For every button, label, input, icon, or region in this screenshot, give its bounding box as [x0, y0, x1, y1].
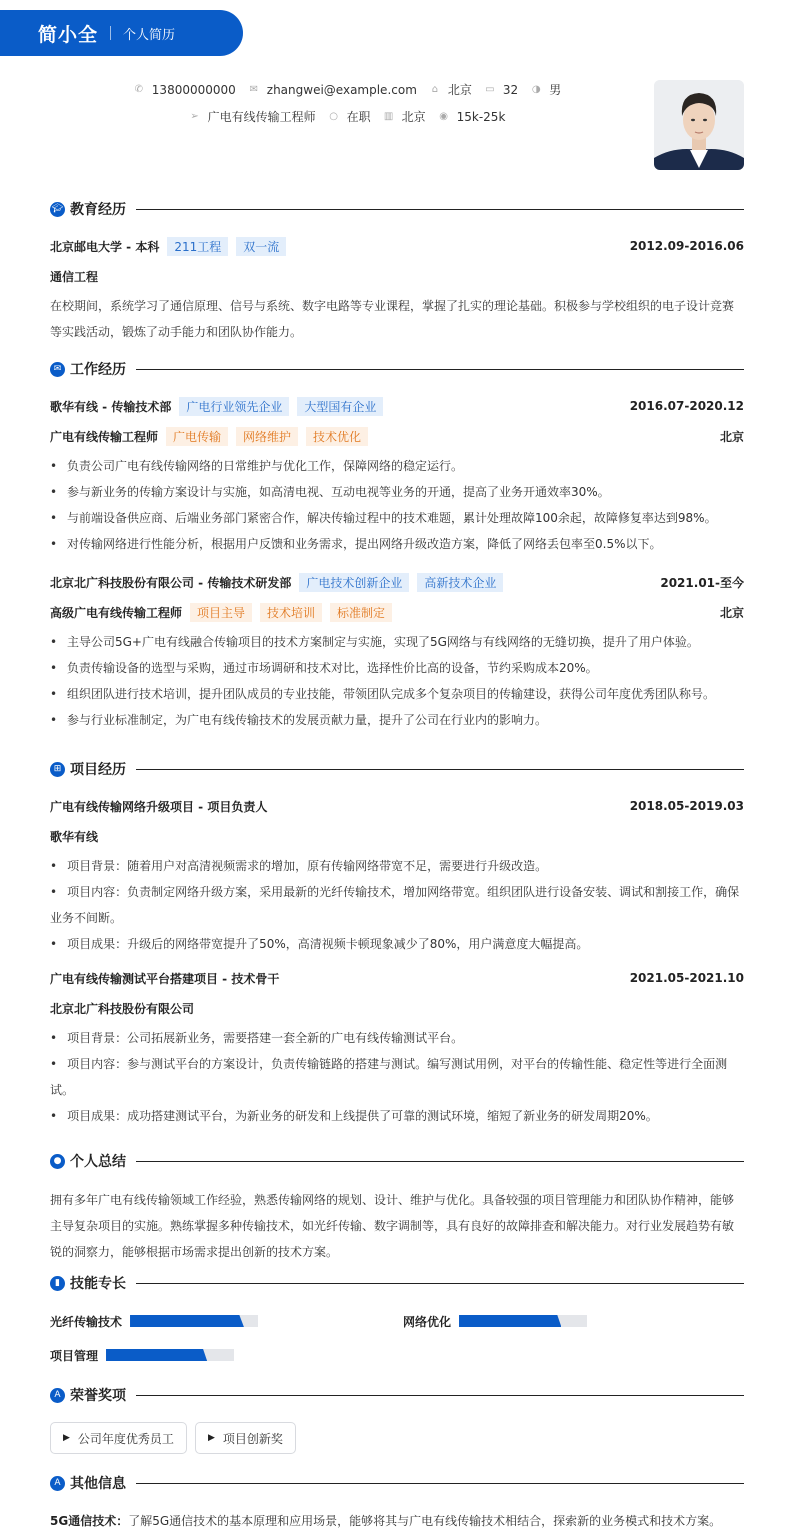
project-date: 2021.05-2021.10	[629, 971, 744, 985]
job-tag: 广电传输	[166, 427, 228, 446]
work-date: 2021.01-至今	[660, 575, 744, 590]
company-name: 北京北广科技股份有限公司 - 传输技术研发部	[50, 575, 292, 590]
contact-status: ○ 在职	[329, 110, 371, 124]
project-org-row	[50, 998, 744, 1018]
company-tag: 大型国有企业	[297, 397, 383, 416]
divider	[136, 1483, 744, 1484]
list-item: • 与前端设备供应商、后端业务部门紧密合作，解决传输过程中的技术难题，累计处理故障100余起，故障修复率达到98%。	[50, 505, 744, 531]
skill-item: 网络优化	[403, 1313, 587, 1329]
job-tag: 技术培训	[260, 603, 322, 622]
list-item: • 项目成果：成功搭建测试平台，为新业务的研发和上线提供了可靠的测试环境，缩短了新业务的研发周期20%。	[50, 1103, 744, 1129]
section-awards: A 荣誉奖项	[50, 1385, 744, 1405]
contact-gender: ◑ 男	[531, 83, 562, 97]
other-label: 5G通信技术：	[50, 1514, 129, 1528]
play-icon: ▶	[208, 1433, 215, 1443]
section-summary: ● 个人总结	[50, 1151, 744, 1171]
project-name: 广电有线传输网络升级项目 - 项目负责人	[50, 799, 268, 814]
other-info	[50, 1508, 744, 1534]
skill-fill	[459, 1315, 561, 1327]
contact-city: ⌂ 北京	[429, 81, 472, 98]
list-item: • 负责传输设备的选型与采购，通过市场调研和技术对比，选择性价比高的设备，节约采购成本20%。	[50, 655, 744, 681]
graduation-cap-icon: 🎓︎	[50, 202, 65, 217]
list-item: • 组织团队进行技术培训，提升团队成员的专业技能，带领团队完成多个复杂项目的传输建设，获得公司年度优秀团队称号。	[50, 681, 744, 707]
work-date: 2016.07-2020.12	[629, 399, 744, 413]
work-bullets	[50, 453, 744, 557]
award-badge: ▶ 项目创新奖	[195, 1422, 296, 1454]
grid-icon: ⊞	[50, 762, 65, 777]
section-work: ✉︎ 工作经历	[50, 359, 744, 379]
divider	[136, 369, 744, 370]
page-title: 个人简历	[123, 27, 176, 43]
list-item: • 对传输网络进行性能分析，根据用户反馈和业务需求，提出网络升级改造方案，降低了网络丢包率至0.5%以下。	[50, 531, 744, 557]
list-item: • 主导公司5G+广电有线融合传输项目的技术方案制定与实施，实现了5G网络与有线网络的无缝切换，提升了用户体验。	[50, 629, 744, 655]
job-title: 广电有线传输工程师	[50, 429, 159, 444]
major: 通信工程	[50, 269, 99, 284]
company-tag: 广电技术创新企业	[299, 573, 409, 592]
skill-item: 光纤传输技术	[50, 1313, 258, 1329]
project-org: 北京北广科技股份有限公司	[50, 1001, 195, 1016]
skill-fill	[106, 1349, 207, 1361]
project-header	[50, 968, 744, 988]
school-name: 北京邮电大学 - 本科	[50, 239, 160, 254]
job-tag: 项目主导	[190, 603, 252, 622]
summary-text: 拥有多年广电有线传输领域工作经验，熟悉传输网络的规划、设计、维护与优化。具备较强的项目管理能力和团队协作精神，能够主导复杂项目的实施。熟练掌握多种传输技术，如光纤传输、数字调制等，具有良好的故障排查和解决能力。对行业发展趋势有敏锐的洞察力，能够根据市场需求提出创新的技术方案。	[50, 1193, 735, 1259]
divider	[136, 1161, 744, 1162]
contact-email: ✉ zhangwei@example.com	[249, 82, 417, 97]
status-icon: ○	[329, 111, 338, 122]
project-org-row	[50, 826, 744, 846]
project-date: 2018.05-2019.03	[629, 799, 744, 813]
contact-position: ➢ 广电有线传输工程师	[190, 110, 316, 124]
education-major-row	[50, 266, 744, 286]
work-company-row	[50, 396, 744, 416]
play-icon: ▶	[63, 1433, 70, 1443]
education-header	[50, 236, 744, 256]
work-title-row	[50, 426, 744, 446]
education-date: 2012.09-2016.06	[629, 239, 744, 253]
award-icon: A	[50, 1388, 65, 1403]
list-item: • 负责公司广电有线传输网络的日常维护与优化工作，保障网络的稳定运行。	[50, 453, 744, 479]
skill-bar	[130, 1315, 258, 1327]
list-item: • 参与新业务的传输方案设计与实施，如高清电视、互动电视等业务的开通，提高了业务开通效率30%。	[50, 479, 744, 505]
contact-row-1	[0, 81, 694, 98]
job-tag: 网络维护	[236, 427, 298, 446]
skill-item: 项目管理	[50, 1347, 234, 1363]
contact-work-city: ▥ 北京	[383, 110, 426, 124]
award-badge: ▶ 公司年度优秀员工	[50, 1422, 187, 1454]
school-tag: 211工程	[167, 237, 228, 256]
project-org: 歌华有线	[50, 829, 99, 844]
list-item: • 项目背景：公司拓展新业务，需要搭建一套全新的广电有线传输测试平台。	[50, 1025, 744, 1051]
work-location: 北京	[719, 429, 744, 444]
list-item: • 项目背景：随着用户对高清视频需求的增加，原有传输网络带宽不足，需要进行升级改造。	[50, 853, 744, 879]
header-banner	[0, 10, 243, 56]
age-icon: ▭	[485, 84, 495, 95]
divider	[136, 769, 744, 770]
contact-row-2	[0, 108, 694, 125]
section-skills: ▮ 技能专长	[50, 1273, 744, 1293]
info-icon: A	[50, 1476, 65, 1491]
briefcase-icon: ✉︎	[50, 362, 65, 377]
project-bullets	[50, 1025, 744, 1129]
project-bullets	[50, 853, 744, 957]
education-description: 在校期间，系统学习了通信原理、信号与系统、数字电路等专业课程，掌握了扎实的理论基础。积极参与学校组织的电子设计竞赛等实践活动，锻炼了动手能力和团队协作能力。	[50, 299, 735, 339]
brand-logo: 简小全	[38, 23, 99, 46]
list-item: • 项目内容：参与测试平台的方案设计，负责传输链路的搭建与测试。编写测试用例，对平台的传输性能、稳定性等进行全面测试。	[50, 1051, 744, 1103]
skill-fill	[130, 1315, 244, 1327]
list-item: • 项目成果：升级后的网络带宽提升了50%，高清视频卡顿现象减少了80%，用户满意度大幅提高。	[50, 931, 744, 957]
company-tag: 广电行业领先企业	[179, 397, 289, 416]
avatar-photo	[654, 80, 744, 170]
section-education: 🎓︎ 教育经历	[50, 199, 744, 219]
salary-icon: ◉	[439, 111, 448, 122]
divider	[136, 1395, 744, 1396]
list-item: • 项目内容：负责制定网络升级方案，采用最新的光纤传输技术，增加网络带宽。组织团队进行设备安装、调试和割接工作，确保业务不间断。	[50, 879, 744, 931]
job-tag: 技术优化	[306, 427, 368, 446]
mail-icon: ✉	[249, 84, 258, 95]
divider	[110, 26, 111, 40]
work-title-row	[50, 602, 744, 622]
contact-age: ▭ 32	[485, 82, 519, 97]
section-projects: ⊞ 项目经历	[50, 759, 744, 779]
job-title: 高级广电有线传输工程师	[50, 605, 183, 620]
contact-salary: ◉ 15k-25k	[439, 109, 506, 124]
work-company-row	[50, 572, 744, 592]
phone-icon: ✆	[134, 84, 143, 95]
gender-icon: ◑	[531, 84, 541, 95]
skill-bar	[106, 1349, 234, 1361]
company-tag: 高新技术企业	[417, 573, 503, 592]
company-name: 歌华有线 - 传输技术部	[50, 399, 172, 414]
contact-phone: ✆ 13800000000	[134, 82, 236, 97]
building-icon: ▥	[383, 111, 394, 122]
job-tag: 标准制定	[330, 603, 392, 622]
skill-bar	[459, 1315, 587, 1327]
work-location: 北京	[719, 605, 744, 620]
project-header	[50, 796, 744, 816]
work-bullets	[50, 629, 744, 733]
divider	[136, 1283, 744, 1284]
divider	[136, 209, 744, 210]
send-icon: ➢	[190, 111, 199, 122]
other-text: 了解5G通信技术的基本原理和应用场景，能够将其与广电有线传输技术相结合，探索新的业务模式和技术方案。	[128, 1514, 722, 1528]
bar-chart-icon: ▮	[50, 1276, 65, 1291]
project-name: 广电有线传输测试平台搭建项目 - 技术骨干	[50, 971, 280, 986]
section-other: A 其他信息	[50, 1473, 744, 1493]
home-icon: ⌂	[431, 84, 439, 95]
list-item: • 参与行业标准制定，为广电有线传输技术的发展贡献力量，提升了公司在行业内的影响力。	[50, 707, 744, 733]
user-icon: ●	[50, 1154, 65, 1169]
school-tag: 双一流	[236, 237, 286, 256]
